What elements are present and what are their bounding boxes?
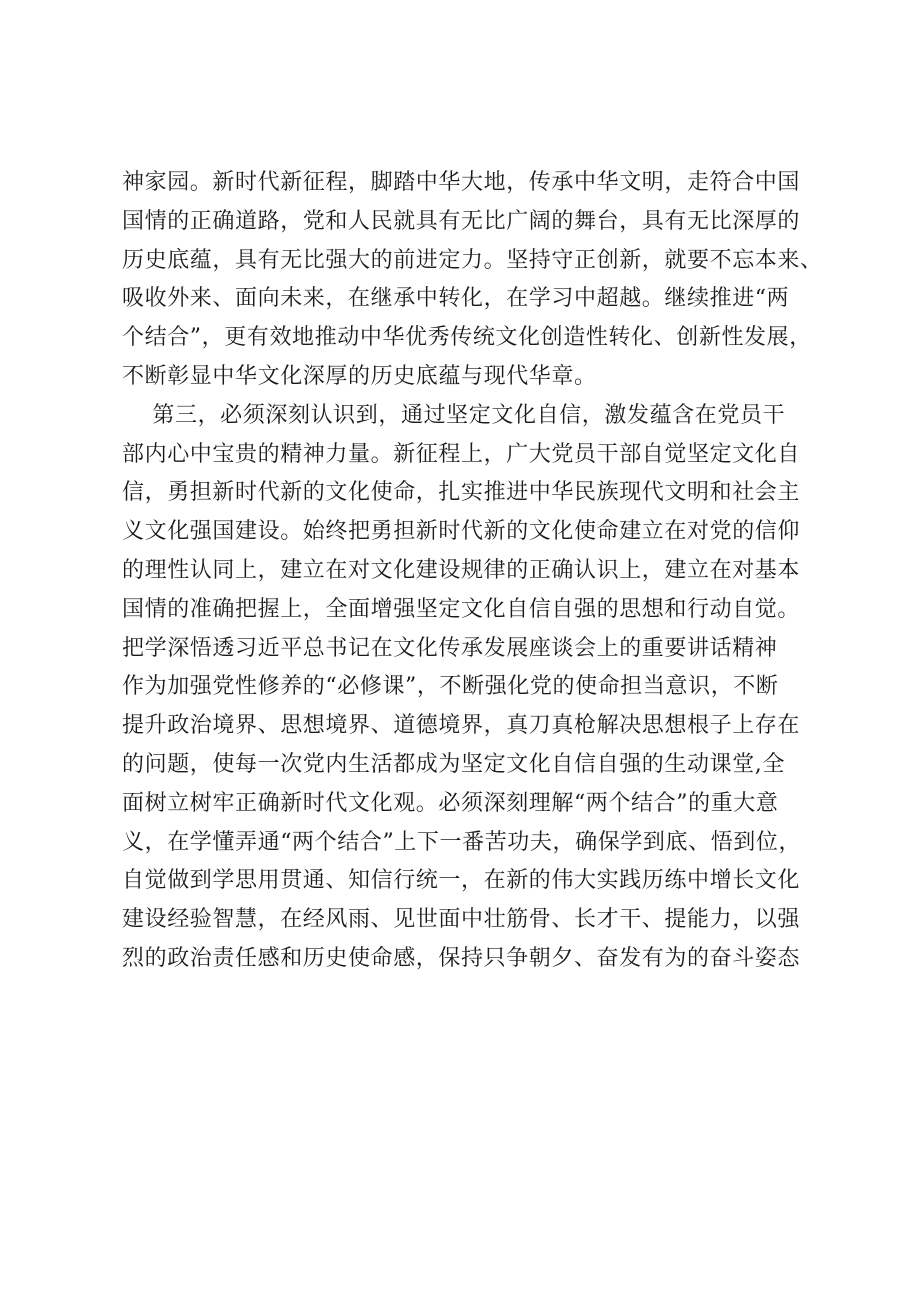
text-line: 国情的准确把握上，全面增强坚定文化自信自强的思想和行动自觉。 bbox=[122, 596, 801, 622]
text-line: 提升政治境界、思想境界、道德境界，真刀真枪解决思想根子上存在 bbox=[122, 713, 801, 739]
paragraph-2 bbox=[122, 397, 842, 979]
text-line: 面树立树牢正确新时代文化观。必须深刻理解“两个结合”的重大意 bbox=[122, 790, 779, 816]
document-body bbox=[122, 164, 842, 979]
text-line: 义，在学懂弄通“两个结合”上下一番苦功夫，确保学到底、悟到位， bbox=[122, 829, 802, 855]
text-line: 的问题，使每一次党内生活都成为坚定文化自信自强的生动课堂,全 bbox=[122, 751, 785, 777]
text-line: 神家园。新时代新征程，脚踏中华大地，传承中华文明，走符合中国 bbox=[122, 170, 801, 195]
text-line: 不断彰显中华文化深厚的历史底蕴与现代华章。 bbox=[122, 363, 597, 389]
text-line: 历史底蕴，具有无比强大的前进定力。坚持守正创新，就要不忘本来、 bbox=[122, 247, 823, 273]
text-line: 烈的政治责任感和历史使命感，保持只争朝夕、奋发有为的奋斗姿态 bbox=[122, 945, 801, 971]
text-line: 第三，必须深刻认识到，通过坚定文化自信，激发蕴含在党员干 bbox=[122, 402, 786, 428]
text-line: 国情的正确道路，党和人民就具有无比广阔的舞台，具有无比深厚的 bbox=[122, 208, 801, 234]
text-line: 建设经验智慧，在经风雨、见世面中壮筋骨、长才干、提能力，以强 bbox=[122, 907, 801, 933]
text-line: 自觉做到学思用贯通、知信行统一，在新的伟大实践历练中增长文化 bbox=[122, 868, 801, 894]
text-line: 吸收外来、面向未来，在继承中转化，在学习中超越。继续推进“两 bbox=[122, 286, 790, 312]
text-line: 作为加强党性修养的“必修课”，不断强化党的使命担当意识，不断 bbox=[122, 674, 779, 700]
text-line: 的理性认同上，建立在对文化建设规律的正确认识上，建立在对基本 bbox=[122, 557, 801, 583]
text-line: 个结合”，更有效地推动中华优秀传统文化创造性转化、创新性发展， bbox=[122, 325, 812, 351]
text-line: 信，勇担新时代新的文化使命，扎实推进中华民族现代文明和社会主 bbox=[122, 480, 801, 506]
text-line: 把学深悟透习近平总书记在文化传承发展座谈会上的重要讲话精神 bbox=[122, 635, 778, 661]
text-line: 义文化强国建设。始终把勇担新时代新的文化使命建立在对党的信仰 bbox=[122, 519, 801, 545]
paragraph-1 bbox=[122, 164, 842, 397]
text-line: 部内心中宝贵的精神力量。新征程上，广大党员干部自觉坚定文化自 bbox=[122, 441, 801, 467]
